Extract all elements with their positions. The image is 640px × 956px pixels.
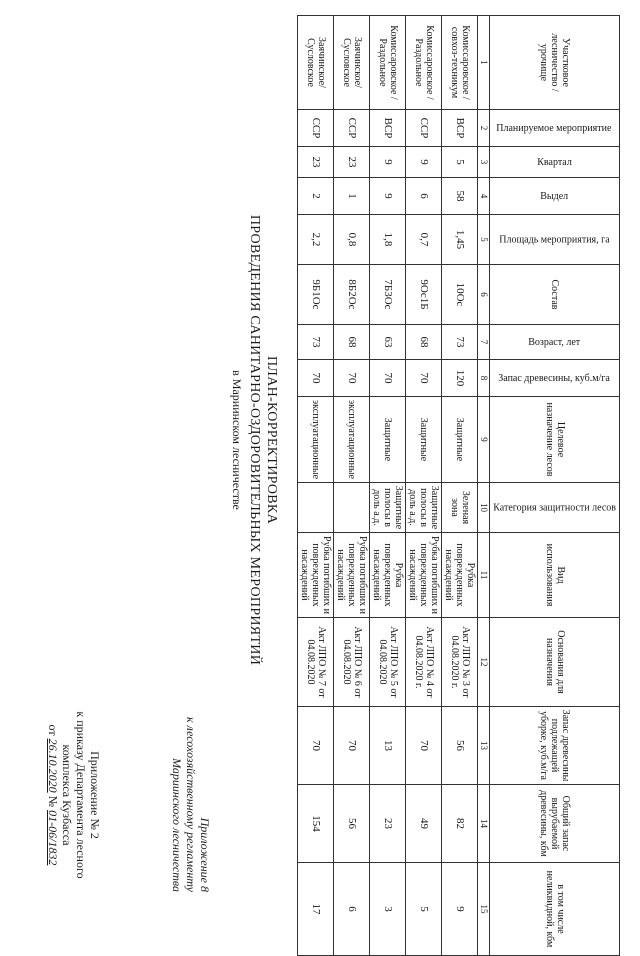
cell-illiquid: 3 — [370, 863, 406, 956]
cell-purpose: эксплуатационные — [334, 397, 370, 483]
cell-measure: ССР — [298, 110, 334, 147]
cell-protection-category: Зеленая зона — [442, 483, 478, 533]
table-row — [370, 16, 406, 956]
cell-total-stock: 56 — [334, 785, 370, 863]
cell-purpose: Защитные — [406, 397, 442, 483]
order-date-line — [46, 700, 60, 890]
cell-composition: 8Б2Ос — [334, 265, 370, 325]
column-number: 2 — [478, 110, 490, 147]
cell-basis: Акт ЛПО № 6 от 04.08.2020 — [334, 618, 370, 707]
column-number: 7 — [478, 325, 490, 360]
title-line-2: ПРОВЕДЕНИЯ САНИТАРНО-ОЗДОРОВИТЕЛЬНЫХ МЕРОПРИЯТИЙ — [247, 214, 262, 666]
cell-measure: ВСР — [442, 110, 478, 147]
cell-usage-type: Рубка погибших и поврежденных насаждений — [334, 533, 370, 618]
cell-age: 73 — [442, 325, 478, 360]
header-purpose: Целевое назначение лесов — [490, 397, 620, 483]
cell-stock: 70 — [406, 360, 442, 397]
cell-usage-type: Рубка поврежденных насаждений — [370, 533, 406, 618]
header-total-stock: Общий запас вырубаемой древесины, кбм — [490, 785, 620, 863]
cell-stock-to-clean: 70 — [406, 707, 442, 785]
cell-stock: 70 — [334, 360, 370, 397]
cell-stock-to-clean: 70 — [298, 707, 334, 785]
cell-protection-category: Защитные полосы в доль а.д. — [406, 483, 442, 533]
cell-age: 73 — [298, 325, 334, 360]
column-number-row — [478, 16, 490, 956]
header-age: Возраст, лет — [490, 325, 620, 360]
cell-total-stock: 154 — [298, 785, 334, 863]
cell-illiquid: 17 — [298, 863, 334, 956]
table-row — [442, 16, 478, 956]
cell-measure: ССР — [406, 110, 442, 147]
cell-age: 68 — [406, 325, 442, 360]
cell-quarter: 23 — [334, 147, 370, 178]
cell-age: 63 — [370, 325, 406, 360]
header-area: Площадь мероприятия, га — [490, 215, 620, 265]
column-number: 4 — [478, 178, 490, 215]
cell-forestry: Комиссаровское / Раздольное — [406, 16, 442, 110]
cell-total-stock: 49 — [406, 785, 442, 863]
title-line-3: в Мариинском лесничестве — [230, 370, 244, 510]
cell-basis: Акт ЛПО № 7 от 04.08.2020 — [298, 618, 334, 707]
header-forestry: Участковое лесничество / урочище — [490, 16, 620, 110]
cell-forestry: Комиссаровское / Раздольное — [370, 16, 406, 110]
cell-stock-to-clean: 56 — [442, 707, 478, 785]
cell-area: 1,8 — [370, 215, 406, 265]
header-measure: Планируемое мероприятие — [490, 110, 620, 147]
cell-area: 0,7 — [406, 215, 442, 265]
column-number: 1 — [478, 16, 490, 110]
column-number: 9 — [478, 397, 490, 483]
cell-purpose: эксплуатационные — [298, 397, 334, 483]
handwritten-number: 01-06/1832 — [46, 810, 60, 866]
cell-composition: 7Б3Ос — [370, 265, 406, 325]
cell-composition: 10Ос — [442, 265, 478, 325]
cell-illiquid: 6 — [334, 863, 370, 956]
cell-stock: 70 — [298, 360, 334, 397]
cell-protection-category — [298, 483, 334, 533]
column-number: 3 — [478, 147, 490, 178]
header-basis: Основания для назначения — [490, 618, 620, 707]
order-authority-line: к приказу Департамента лесного — [74, 711, 88, 879]
date-prefix: от — [46, 724, 60, 736]
cell-forestry: Комиссаровское / совхоз-техникум — [442, 16, 478, 110]
header-illiquid: в том числе неликвидной, кбм — [490, 863, 620, 956]
cell-basis: Акт ЛПО № 3 от 04.08.2020 г. — [442, 618, 478, 707]
cell-usage-type: Рубка погибших и поврежденных насаждений — [298, 533, 334, 618]
cell-total-stock: 82 — [442, 785, 478, 863]
cell-purpose: Защитные — [370, 397, 406, 483]
cell-stock: 120 — [442, 360, 478, 397]
cell-quarter: 9 — [406, 147, 442, 178]
column-number: 15 — [478, 863, 490, 956]
cell-illiquid: 9 — [442, 863, 478, 956]
cell-usage-type: Рубка поврежденных насаждений — [442, 533, 478, 618]
table-row — [406, 16, 442, 956]
cell-illiquid: 5 — [406, 863, 442, 956]
cell-measure: ССР — [334, 110, 370, 147]
header-stock: Запас древесины, куб.м/га — [490, 360, 620, 397]
cell-protection-category: Защитные полосы в доль а.д. — [370, 483, 406, 533]
number-prefix: № — [46, 795, 60, 808]
cell-quarter: 5 — [442, 147, 478, 178]
cell-age: 68 — [334, 325, 370, 360]
header-protection-category: Категория защитности лесов — [490, 483, 620, 533]
header-allotment: Выдел — [490, 178, 620, 215]
header-composition: Состав — [490, 265, 620, 325]
order-authority-line-2: комплекса Кузбасса — [60, 744, 74, 846]
cell-composition: 9Б1Ос — [298, 265, 334, 325]
table-row — [298, 16, 334, 956]
cell-usage-type: Рубка погибших и поврежденных насаждений — [406, 533, 442, 618]
cell-area: 0,8 — [334, 215, 370, 265]
cell-allotment: 6 — [406, 178, 442, 215]
cell-stock: 70 — [370, 360, 406, 397]
cell-stock-to-clean: 13 — [370, 707, 406, 785]
cell-area: 1,45 — [442, 215, 478, 265]
header-stock-to-clean: Запас древесины подлежащей уборке, куб.м/га — [490, 707, 620, 785]
forestry-name-line: Мариинского лесничества — [170, 758, 184, 892]
document-title — [230, 90, 280, 790]
table-header-row — [490, 16, 620, 956]
cell-basis: Акт ЛПО № 5 от 04.08.2020 — [370, 618, 406, 707]
cell-allotment: 2 — [298, 178, 334, 215]
column-number: 11 — [478, 533, 490, 618]
sanitary-measures-table — [297, 15, 620, 956]
column-number: 14 — [478, 785, 490, 863]
cell-measure: ВСР — [370, 110, 406, 147]
cell-purpose: Защитные — [442, 397, 478, 483]
header-usage-type: Вид использования — [490, 533, 620, 618]
column-number: 12 — [478, 618, 490, 707]
regulation-appendix-block — [170, 696, 212, 892]
cell-forestry: Заячинское/ Сусловское — [298, 16, 334, 110]
appendix-label: Приложение № 2 — [88, 751, 102, 839]
cell-composition: 9Ос1Б — [406, 265, 442, 325]
column-number: 8 — [478, 360, 490, 397]
header-quarter: Квартал — [490, 147, 620, 178]
regulation-appendix-label: Приложение 8 — [198, 817, 212, 892]
cell-forestry: Заячинское/ Сусловское — [334, 16, 370, 110]
cell-total-stock: 23 — [370, 785, 406, 863]
cell-quarter: 9 — [370, 147, 406, 178]
cell-allotment: 9 — [370, 178, 406, 215]
cell-allotment: 58 — [442, 178, 478, 215]
handwritten-date: 26.10.2020 — [46, 738, 60, 793]
order-reference-block — [46, 700, 102, 890]
cell-quarter: 23 — [298, 147, 334, 178]
regulation-line: к лесохозяйственному регламенту — [184, 716, 198, 892]
column-number: 10 — [478, 483, 490, 533]
column-number: 5 — [478, 215, 490, 265]
cell-area: 2,2 — [298, 215, 334, 265]
table-row — [334, 16, 370, 956]
column-number: 13 — [478, 707, 490, 785]
cell-allotment: 1 — [334, 178, 370, 215]
column-number: 6 — [478, 265, 490, 325]
cell-stock-to-clean: 70 — [334, 707, 370, 785]
title-line-1: ПЛАН-КОРРЕКТИРОВКА — [264, 356, 279, 524]
cell-basis: Акт ЛПО № 4 от 04.08.2020 г. — [406, 618, 442, 707]
cell-protection-category — [334, 483, 370, 533]
